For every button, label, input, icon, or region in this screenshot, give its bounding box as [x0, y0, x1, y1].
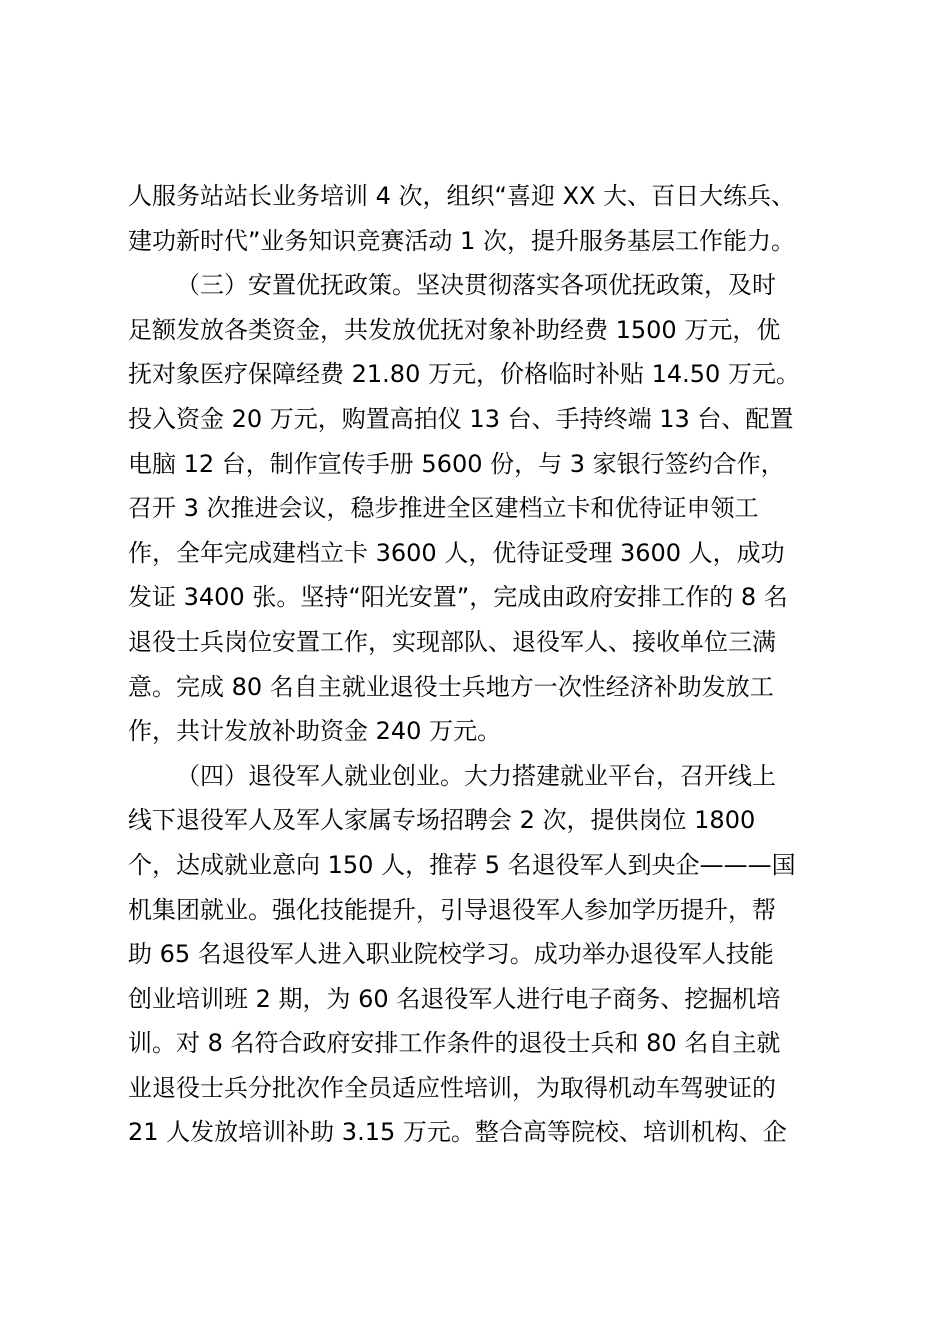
text-line: 助 65 名退役军人进入职业院校学习。成功举办退役军人技能 — [128, 940, 774, 969]
text-line: 21 人发放培训补助 3.15 万元。整合高等院校、培训机构、企 — [128, 1118, 787, 1147]
text-line: 发证 3400 张。坚持“阳光安置”，完成由政府安排工作的 8 名 — [128, 583, 788, 612]
text-line: 足额发放各类资金，共发放优抚对象补助经费 1500 万元，优 — [128, 315, 781, 344]
text-line: 作，全年完成建档立卡 3600 人，优待证受理 3600 人，成功 — [128, 538, 785, 567]
text-line: 训。对 8 名符合政府安排工作条件的退役士兵和 80 名自主就 — [128, 1029, 781, 1058]
text-line: 投入资金 20 万元，购置高拍仪 13 台、手持终端 13 台、配置 — [128, 404, 794, 433]
text-line: 创业培训班 2 期，为 60 名退役军人进行电子商务、挖掘机培 — [128, 984, 781, 1013]
text-line: 召开 3 次推进会议，稳步推进全区建档立卡和优待证申领工 — [128, 494, 759, 523]
text-line: 线下退役军人及军人家属专场招聘会 2 次，提供岗位 1800 — [128, 806, 756, 835]
text-line: 人服务站站长业务培训 4 次，组织“喜迎 XX 大、百日大练兵、 — [128, 182, 796, 210]
text-line: 建功新时代”业务知识竞赛活动 1 次，提升服务基层工作能力。 — [128, 226, 795, 255]
text-line: 退役士兵岗位安置工作，实现部队、退役军人、接收单位三满 — [128, 627, 776, 656]
text-line: 电脑 12 台，制作宣传手册 5600 份，与 3 家银行签约合作， — [128, 449, 785, 478]
section-heading-line: （四）退役军人就业创业。大力搭建就业平台，召开线上 — [176, 761, 776, 790]
section-heading-line: （三）安置优抚政策。坚决贯彻落实各项优抚政策，及时 — [176, 271, 776, 300]
text-line: 个，达成就业意向 150 人，推荐 5 名退役军人到央企———国 — [128, 850, 796, 879]
text-line: 作，共计发放补助资金 240 万元。 — [128, 717, 502, 746]
text-line: 抚对象医疗保障经费 21.80 万元，价格临时补贴 14.50 万元。 — [128, 360, 800, 389]
body-text — [128, 174, 828, 1155]
text-line: 业退役士兵分批次作全员适应性培训，为取得机动车驾驶证的 — [128, 1073, 776, 1102]
text-line: 意。完成 80 名自主就业退役士兵地方一次性经济补助发放工 — [128, 672, 774, 701]
text-line: 机集团就业。强化技能提升，引导退役军人参加学历提升，帮 — [128, 895, 776, 924]
